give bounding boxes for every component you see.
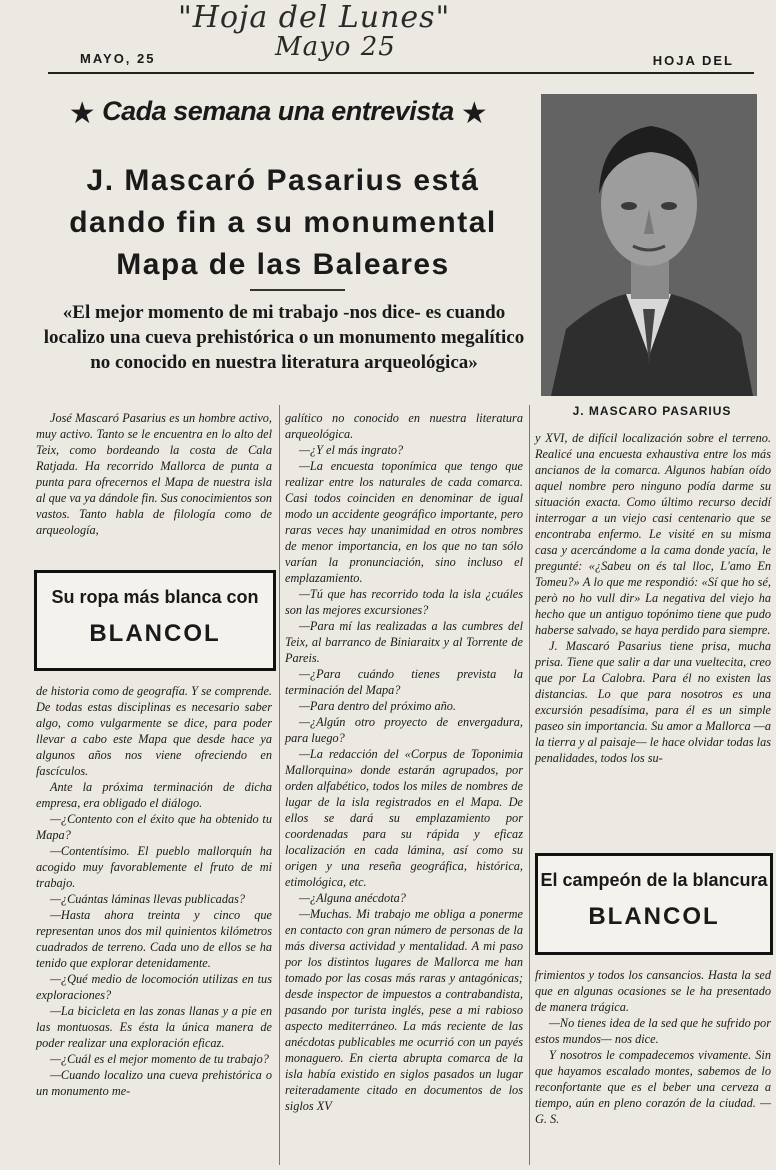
handwritten-annotation — [178, 0, 450, 35]
paragraph: galítico no conocido en nuestra literatura arqueológica. — [285, 411, 523, 441]
question: —¿Cuántas láminas llevas publicadas? — [50, 892, 246, 906]
paragraph: J. Mascaró Pasarius tiene prisa, mucha prisa. Tiene que salir a dar una vueltecita, creo que por La Calobra. Para él no existen las distancias. Lo que para nosotros es una excursión pesadísima, para él es un simple paseo sin importancia. Su amor a Mallorca —a la tierra y al paisaje— le hace olvidar todas las penalidades, todos los su- — [535, 639, 771, 765]
answer: —La bicicleta en las zonas llanas y a pie en las montuosas. Es ésta la única manera de poder realizar una exploración eficaz. — [36, 1004, 272, 1050]
paragraph: y XVI, de difícil localización sobre el terreno. Realicé una encuesta exhaustiva entre los más ancianos de la comarca. Algunos habían oído aquel nombre pero ninguno podía darme su situación exacta. Como último recurso decidí interrogar a un viejo casi centenario que se encontraba enfermo. Le visité en su misma casa y acercándome a la cama donde yacía, le pregunté: «¿Sabeu on és tal lloc, L'amo En Tomeu?» A lo que me respondió: «Sí que ho sé, però no ho vull dir» La negativa del viejo ha hecho que un antiguo topónimo tiene que pudo haberse salvado, se haya perdido para siempre. — [535, 431, 771, 637]
question: —¿Alguna anécdota? — [299, 891, 406, 905]
star-icon: ★ — [68, 97, 96, 130]
question: —¿Cuál es el mejor momento de tu trabajo? — [50, 1052, 269, 1066]
ad-brand: BLANCOL — [588, 903, 720, 930]
ad-tagline: Su ropa más blanca con — [51, 587, 259, 607]
question: —¿Para cuándo tienes prevista la terminación del Mapa? — [285, 667, 523, 697]
paragraph: José Mascaró Pasarius es un hombre activo, muy activo. Tanto se le encuentra en lo alto del Teix, como bordeando la costa de Cala Ratjada. Ha recorrido Mallorca de punta a punta para ofrecernos el Mapa de nuestra isla al que va ya dándole fin. Sus conocimientos son vastos. Tanto habla de filología como de arqueología, — [36, 411, 272, 537]
headline-line: Mapa de las Baleares — [116, 248, 450, 281]
answer: —La encuesta toponímica que tengo que realizar entre los naturales de cada comarca. Casi todos coinciden en denominar de igual modo un accidente geográfico importante, pero raras veces hay unanimidad en otros nombres de menor importancia, en los que no tan sólo varían la pronunciación, sino incluso el emplazamiento. — [285, 459, 523, 585]
kicker-text: Cada semana una entrevista — [102, 96, 454, 126]
article-column-1-top — [36, 410, 272, 538]
masthead-paper: HOJA DEL — [652, 53, 734, 68]
question: —¿Algún otro proyecto de envergadura, para luego? — [285, 715, 523, 745]
blancol-ad — [34, 570, 276, 671]
handwritten-date-text: Mayo 25 — [275, 32, 396, 62]
ad-brand: BLANCOL — [89, 620, 221, 647]
answer: —Hasta ahora treinta y cinco que representan unos dos mil quinientos kilómetros cuadrados de terreno. Cada uno de ellos se ha tenido que explorar detenidamente. — [36, 908, 272, 970]
column-rule — [279, 405, 280, 1165]
section-kicker — [48, 96, 508, 138]
ad-tagline: El campeón de la blancura — [540, 870, 768, 890]
handwritten-title: "Hoja del Lunes" — [178, 0, 451, 35]
answer: —Muchas. Mi trabajo me obliga a ponerme en contacto con gran número de personas de la más diversa actividad y mentalidad. A mi paso por los distintos lugares de Mallorca me han tomado por las cosas más raras y antagónicas; desde inspector de impuestos a contrabandista, pasando por turista inglés, pese a mi rabioso aspecto mediterráneo. La más reciente de las anécdotas publicables me ocurrió con un payés monaguero. En cierta abrupta comarca de la isla había existido en siglos pasados un lugar reiteradamente citado en documentos de los siglos XV — [285, 907, 523, 1113]
column-rule — [529, 405, 530, 1165]
answer: —La redacción del «Corpus de Toponimia Mallorquina» donde estarán agrupados, por orden alfabético, todos los miles de nombres de lugar de la isla registrados en el Mapa. De ellos se dará su emplazamiento por coordenadas para su rápida y eficaz localización en cada lámina, así como su origen y una reseña geográfica, histórica, etimológica, etc. — [285, 747, 523, 889]
answer: —Para mí las realizadas a las cumbres del Teix, al barranco de Biniaraitx y al Torrente de Pareis. — [285, 619, 523, 665]
answer: —No tienes idea de la sed que he sufrido por estos mundos— nos dice. — [535, 1016, 771, 1046]
answer: —Cuando localizo una cueva prehistórica o un monumento me- — [36, 1068, 272, 1098]
blancol-ad — [535, 853, 773, 955]
answer: —Contentísimo. El pueblo mallorquín ha acogido muy favorablemente el fruto de mi trabajo. — [36, 844, 272, 890]
article-column-3-top — [535, 430, 771, 766]
article-column-3-bottom — [535, 967, 771, 1127]
headline-line: J. Mascaró Pasarius está — [86, 164, 480, 197]
portrait-image — [541, 94, 757, 396]
portrait-photo — [541, 94, 757, 396]
headline — [38, 160, 528, 286]
star-icon: ★ — [460, 97, 488, 130]
paragraph: frimientos y todos los cansancios. Hasta la sed que en algunas ocasiones se le ha presentado de manera trágica. — [535, 968, 771, 1014]
answer: —Para dentro del próximo año. — [299, 699, 457, 713]
photo-caption: J. MASCARO PASARIUS — [572, 404, 732, 418]
headline-line: dando fin a su monumental — [69, 206, 497, 239]
paragraph: Ante la próxima terminación de dicha empresa, era obligado el diálogo. — [36, 780, 272, 810]
article-column-1-bottom — [36, 683, 272, 1099]
article-column-2 — [285, 410, 523, 1114]
question: —¿Y el más ingrato? — [299, 443, 404, 457]
paragraph: Y nosotros le compadecemos vivamente. Sin que hayamos escalado montes, sabemos de lo reconfortante que es el beber una cerveza a tiempo, aún en pleno corazón de la ciudad. — G. S. — [535, 1048, 771, 1126]
question: —¿Contento con el éxito que ha obtenido tu Mapa? — [36, 812, 272, 842]
masthead-date: MAYO, 25 — [80, 51, 156, 66]
masthead — [48, 48, 754, 74]
deck-quote: «El mejor momento de mi trabajo -nos dice- es cuando localizo una cueva prehistórica o un monumento megalítico no conocido en nuestra literatura arqueológica» — [43, 302, 525, 373]
divider — [250, 289, 345, 291]
question: —Tú que has recorrido toda la isla ¿cuáles son las mejores excursiones? — [285, 587, 523, 617]
question: —¿Qué medio de locomoción utilizas en tus exploraciones? — [36, 972, 272, 1002]
paragraph: de historia como de geografía. Y se comprende. De todas estas disciplinas es necesario saber algo, como vulgarmente se dice, para poder llevar a cabo este Mapa que desde hace ya algunos años nos viene ofreciendo en fascículos. — [36, 684, 272, 778]
